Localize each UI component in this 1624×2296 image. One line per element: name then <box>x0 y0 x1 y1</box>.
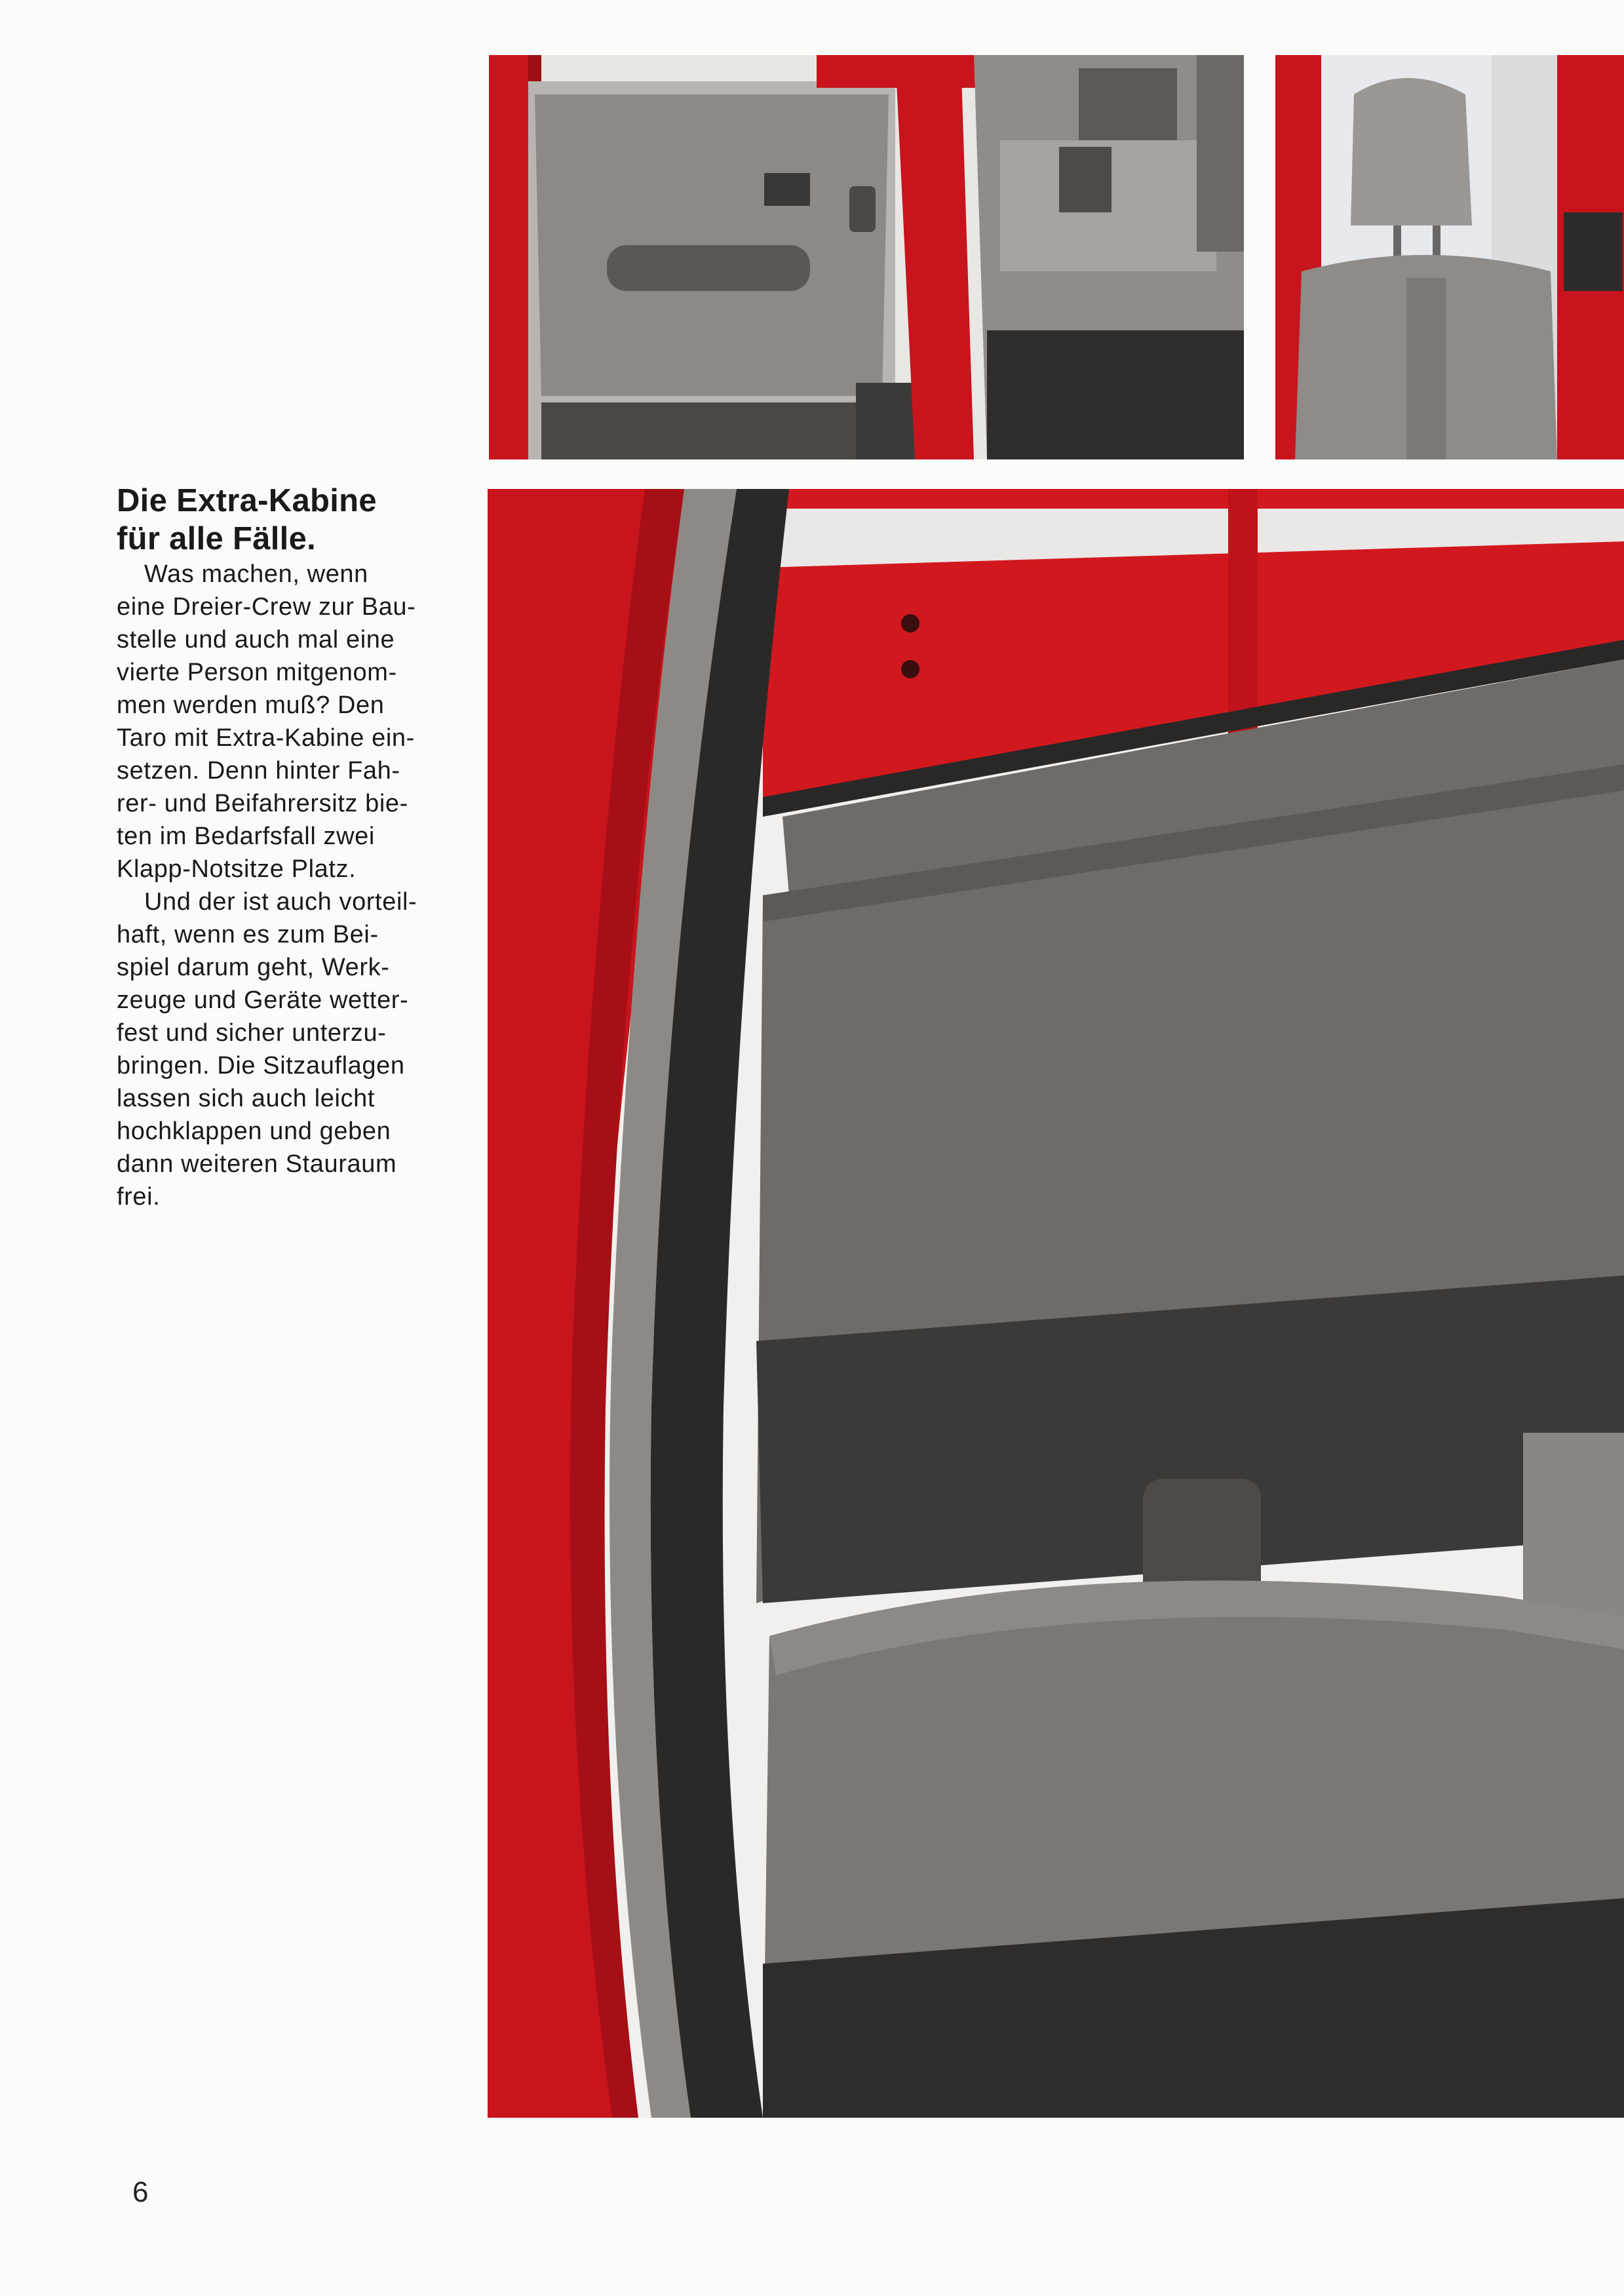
heading-line-1: Die Extra-Kabine <box>117 483 377 518</box>
page-number: 6 <box>132 2176 149 2208</box>
reverse-side-show-through <box>117 1236 471 1266</box>
door-interior-photo <box>489 55 1244 459</box>
paragraph-1: Was machen, wenn eine Dreier-Crew zur Bau- stelle und auch mal eine vierte Person mitgenom- men werden muß? Den Taro mit Extra-Kabine ein- setzen. Denn hinter Fah- rer- und Beifahrersitz bie- ten im Bedarfsfall zwei Klapp-Notsitze Platz. <box>117 560 416 883</box>
article-text <box>117 482 471 1213</box>
seat-headrest-photo <box>1275 55 1624 459</box>
paragraph-2: Und der ist auch vorteil- haft, wenn es zum Bei- spiel darum geht, Werk- zeuge und Geräte wetter- fest und sicher unterzu- bringen. Die Sitzauflagen lassen sich auch leicht hochklappen und geben dann weiteren Stauraum frei. <box>117 888 417 1211</box>
extra-cabin-photo <box>488 489 1624 2118</box>
heading-line-2: für alle Fälle. <box>117 521 317 556</box>
article-heading <box>117 482 471 558</box>
